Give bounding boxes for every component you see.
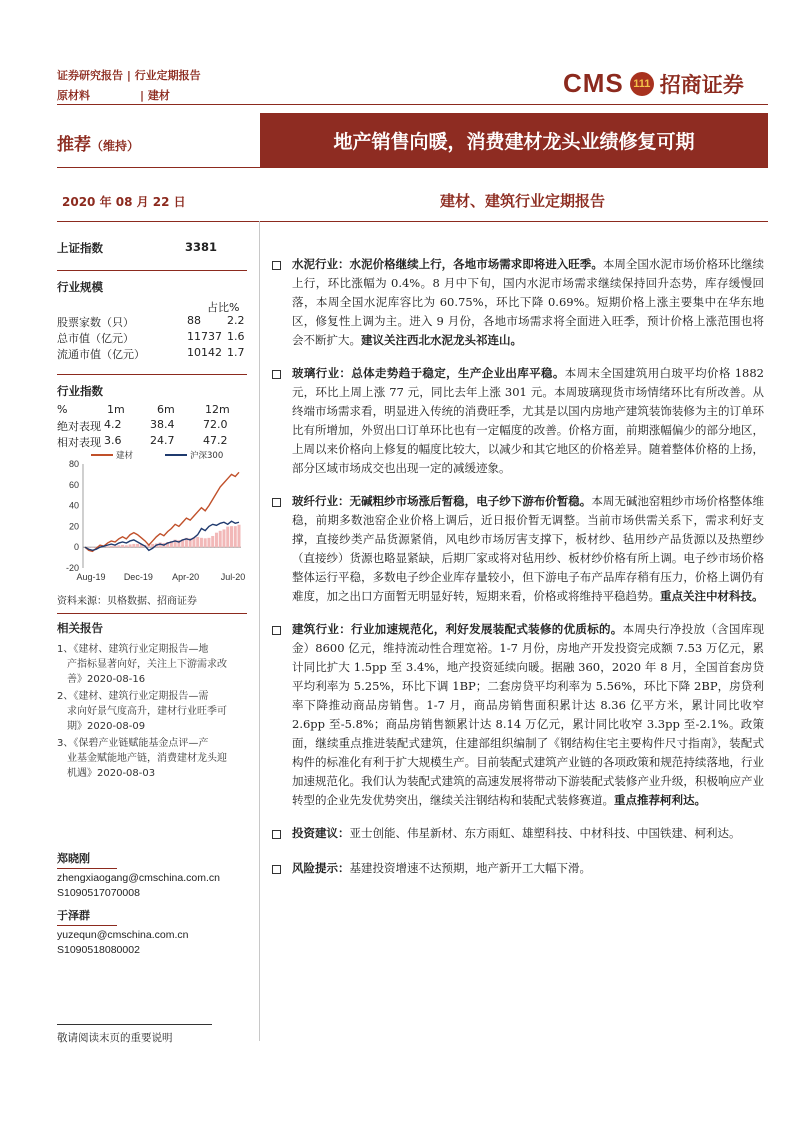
footer-line — [57, 1024, 212, 1025]
related-list — [57, 642, 247, 781]
footer-note: 敬请阅读末页的重要说明 — [57, 1032, 173, 1044]
analyst-license: S1090517070008 — [57, 887, 140, 899]
x-tick-label: Apr-20 — [172, 572, 200, 582]
bullet-icon — [272, 830, 281, 839]
x-tick-label: Aug-19 — [76, 572, 106, 582]
bullet-icon — [272, 370, 281, 379]
y-tick-label: 40 — [68, 500, 79, 511]
scale-label: 总市值（亿元） — [57, 332, 134, 345]
index-value: 3381 — [185, 240, 218, 254]
index-chart-svg — [57, 450, 247, 588]
y-tick-label: 0 — [73, 542, 79, 553]
perf-header: % 1m 6m 12m — [57, 403, 230, 416]
spread-bar — [121, 545, 124, 547]
related-report-link[interactable]: 2、《建材、建筑行业定期报告—需 求向好景气度高升，建材行业旺季可 期》2020-08-09 — [57, 691, 227, 732]
x-tick-label: Dec-19 — [123, 572, 153, 582]
spread-bar — [207, 538, 210, 547]
spread-bar — [132, 544, 135, 547]
scale-row — [57, 346, 245, 361]
bullet-icon — [272, 498, 281, 507]
y-tick-label: -20 — [65, 563, 79, 573]
y-tick-label: 20 — [68, 521, 79, 532]
report-sector: 原材料 | 建材 — [57, 89, 170, 102]
industry-section: 玻纤行业：无碱粗纱市场涨后暂稳，电子纱下游布价暂稳。本周无碱池窑粗纱市场价格整体维稳，前期多数池窑企业价格上调后，近日报价暂无调整。当前市场供需关系下，需求利好支撑，直接纱类产品货源紧俏，风电纱市场厉害支撑下，板材纱、毡用纱产品货源以及热塑纱（直接纱）货源也略显紧缺，后期厂家或将对毡用纱、板材纱价格有所上调。电子纱市场价格整体运行平稳，多数电子纱企业库存量较小，但下游电子布产品库存稍有压力，价格上调仍有难度，加之出口方面暂无明显好转，短期来看，价格或将维持平稳趋势。重点关注中材科技。 — [270, 492, 764, 606]
spread-bar — [211, 536, 214, 547]
legend-label: 沪深300 — [190, 451, 224, 461]
scale-label: 股票家数（只） — [57, 316, 134, 329]
perf-title: 行业指数 — [57, 384, 103, 398]
spread-bar — [129, 544, 132, 547]
scale-value: 11737 — [187, 330, 222, 343]
analyst-card — [57, 850, 247, 901]
spread-bar — [234, 526, 237, 547]
chart-source: 资料来源：贝格数据、招商证券 — [57, 596, 197, 607]
report-category: 证券研究报告 | 行业定期报告 — [57, 69, 201, 82]
main-content — [270, 255, 764, 878]
industry-section: 建筑行业：行业加速规范化，利好发展装配式装修的优质标的。本周央行净投放（含国库现金）8600 亿元，维持流动性合理宽裕。1-7 月份，房地产开发投资完成额 7.53 万亿元，累计同比扩大 1.5pp 至 3.4%，地产投资延续向暖。据融 360，2020 年 8 月，全国首套房贷平均利率为 5.25%，环比下调 1BP；二套房贷平均利率为 5.56%，环比下降 2BP，房贷利率下降推动商品房销售。1-7 月，商品房销售面积累计达 8.36 亿平方米，累计同比收窄 2.6pp 至-5.8%；商品房销售额累计达 8.14 万亿元，累计同比收窄 3.3pp 至-2.1%。政策面，继续重点推进装配式建筑，住建部组织编制了《钢结构住宅主要构件尺寸指南》，装配式构件的标准化有利于扩大规模生产。目前装配式建筑产业链的各项政策和规范持续落地，行业加速规范化。我们认为装配式建筑的高速发展将带动下游装配式装修产业升级，积极响应产业转型的企业先发优势突出，继续关注钢结构和装配式装修赛道。重点推荐柯利达。 — [270, 620, 764, 810]
company-logo — [563, 68, 744, 99]
index-label: 上证指数 — [57, 241, 103, 255]
related-report-link[interactable]: 1、《建材、建筑行业定期报告—地 产指标显著向好，关注上下游需求改 善》2020-08-16 — [57, 644, 227, 685]
bullet-icon — [272, 626, 281, 635]
sidebar — [57, 240, 247, 956]
scale-value: 10142 — [187, 346, 222, 359]
spread-bar — [117, 545, 120, 547]
analyst-card — [57, 907, 247, 958]
spread-bar — [215, 533, 218, 548]
scale-pct: 1.6 — [227, 330, 245, 343]
spread-bar — [114, 546, 117, 547]
analyst-email[interactable]: zhengxiaogang@cmschina.com.cn — [57, 872, 220, 884]
scale-table — [57, 314, 247, 362]
scale-title: 行业规模 — [57, 280, 103, 294]
report-date: 2020 年 08 月 22 日 — [62, 195, 186, 209]
x-tick-label: Jul-20 — [220, 572, 246, 582]
spread-bar — [106, 546, 109, 547]
analyst-email[interactable]: yuzequn@cmschina.com.cn — [57, 929, 189, 941]
analyst-name: 郑晓刚 — [57, 852, 90, 865]
spread-bar — [226, 527, 229, 548]
spread-bar — [196, 537, 199, 547]
y-tick-label: 80 — [68, 459, 79, 469]
analysts — [57, 850, 247, 964]
index-row — [57, 240, 247, 260]
spread-bar — [222, 529, 225, 547]
y-tick-label: 60 — [68, 479, 79, 490]
report-type: 建材、建筑行业定期报告 — [440, 192, 606, 210]
perf-table — [57, 418, 247, 450]
related-title: 相关报告 — [57, 621, 103, 635]
perf-row: 相对表现 3.6 24.7 47.2 — [57, 434, 228, 449]
column-divider — [259, 221, 260, 1041]
spread-bar — [110, 546, 113, 547]
scale-pct: 1.7 — [227, 346, 245, 359]
analyst-name: 于泽群 — [57, 909, 90, 922]
risk-warning: 风险提示：基建投资增速不达预期，地产新开工大幅下滑。 — [270, 859, 764, 878]
industry-section: 水泥行业：水泥价格继续上行，各地市场需求即将进入旺季。本周全国水泥市场价格环比继续上行，环比涨幅为 0.4%。8 月中下旬，国内水泥市场需求继续保持回升态势，库存缓慢回落，本周全国水泥库容比为 60.75%，环比下降 0.69%。短期价格上涨主要集中在华东地区，修复性上调为主。进入 9 月份，各地市场需求将全面进入旺季，预计价格上涨范围也将会不断扩大。建议关注西北水泥龙头祁连山。 — [270, 255, 764, 350]
title-divider — [57, 167, 768, 168]
legend-label: 建材 — [116, 451, 134, 461]
date-divider — [57, 221, 768, 222]
logo-cms-text: CMS — [563, 68, 624, 98]
rating: 推荐（维持） — [57, 135, 140, 155]
industry-section: 玻璃行业：总体走势趋于稳定，生产企业出库平稳。本周末全国建筑用白玻平均价格 1882 元，环比上周上涨 77 元，同比去年上涨 301 元。本周玻璃现货市场情绪环比有所改善。从终端市场需求看，明显进入传统的消费旺季，尤其是以国内房地产建筑装饰装修为主的订单环比有所增加，外贸出口订单环比也有一定幅度的改善。价格方面，前期涨幅偏少的部分地区，上周以来价格向上修复的幅度比较大，以减少和其它地区的价格差异。随着整体价格的上扬，部分区域市场成交也出现一定的减缓迹象。 — [270, 364, 764, 478]
spread-bar — [219, 531, 222, 547]
analyst-license: S1090518080002 — [57, 944, 140, 956]
scale-row — [57, 330, 245, 345]
spread-bar — [238, 525, 241, 547]
bullet-icon — [272, 865, 281, 874]
scale-row — [57, 314, 245, 329]
scale-pct: 2.2 — [227, 314, 245, 327]
related-report-link[interactable]: 3、《保碧产业链赋能基金点评—产 业基金赋能地产链，消费建材龙头迎 机遇》2020-08-03 — [57, 738, 227, 779]
perf-row: 绝对表现 4.2 38.4 72.0 — [57, 418, 228, 433]
index-chart — [57, 450, 247, 588]
report-title: 地产销售向暖，消费建材龙头业绩修复可期 — [260, 113, 768, 167]
spread-bar — [136, 544, 139, 547]
logo-cn-text: 招商证券 — [659, 71, 744, 97]
investment-advice: 投资建议：亚士创能、伟星新材、东方雨虹、雄塑科技、中材科技、中国铁建、柯利达。 — [270, 824, 764, 843]
spread-bar — [204, 538, 207, 547]
logo-badge-icon: 111 — [630, 72, 654, 96]
scale-header: 占比% — [207, 301, 240, 314]
spread-bar — [125, 545, 128, 547]
scale-label: 流通市值（亿元） — [57, 348, 145, 361]
spread-bar — [230, 526, 233, 547]
header-divider — [57, 104, 768, 105]
bullet-icon — [272, 261, 281, 270]
scale-value: 88 — [187, 314, 201, 327]
spread-bar — [200, 538, 203, 547]
